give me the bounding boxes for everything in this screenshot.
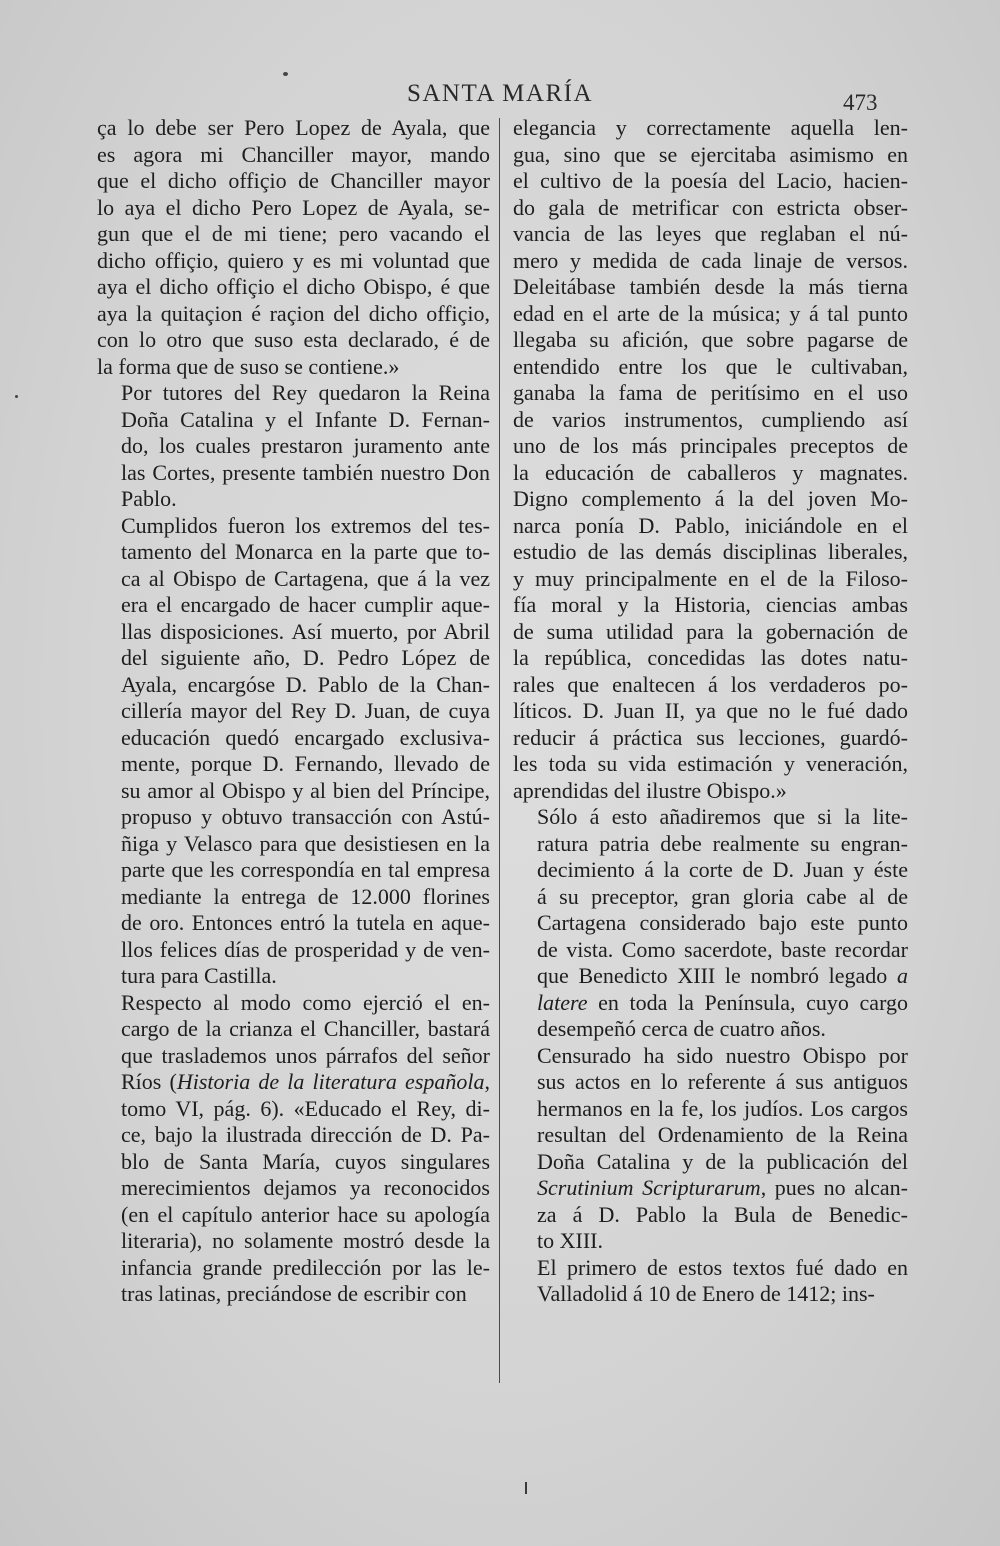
text-line: narca ponía D. Pablo, iniciándole en el [513, 512, 908, 538]
text-line: Digno complemento á la del joven Mo- [513, 486, 908, 511]
text-line: aya la quitaçion é raçion del dicho offiçio, [97, 300, 490, 326]
text-line: llas disposiciones. Así muerto, por Abril [121, 618, 490, 644]
paragraph [513, 804, 908, 1043]
text-line: es agora mi Chanciller mayor, mando [97, 141, 490, 167]
right-text-column [513, 115, 908, 1308]
paragraph [97, 513, 490, 990]
text-line: (en el capítulo anterior hace su apología [121, 1201, 490, 1227]
text-line: desempeñó cerca de cuatro años. [537, 1016, 826, 1041]
text-line: latere en toda la Península, cuyo cargo [537, 989, 908, 1015]
text-line: Deleitábase también desde la más tierna [513, 274, 908, 299]
text-line: tras latinas, preciándose de escribir con [121, 1281, 467, 1306]
text-line: decimiento á la corte de D. Juan y éste [537, 857, 908, 882]
print-mark [525, 1482, 527, 1494]
text-line: y muy principalmente en el de la Filoso- [513, 565, 908, 591]
text-line: las Cortes, presente también nuestro Don [121, 459, 490, 485]
text-line: de suma utilidad para la gobernación de [513, 618, 908, 644]
text-line: que traslademos unos párrafos del señor [121, 1042, 490, 1068]
text-line: Ríos (Historia de la literatura española, [121, 1069, 490, 1094]
text-line: propuso y obtuvo transacción con Astú- [121, 804, 490, 829]
text-line: ca al Obispo de Cartagena, que á la vez [121, 565, 490, 591]
text-line: que Benedicto XIII le nombró legado a [537, 963, 908, 988]
paragraph [97, 990, 490, 1308]
text-line: tamento del Monarca en la parte que to- [121, 539, 490, 564]
text-line: Sólo á esto añadiremos que si la lite- [537, 804, 908, 829]
text-line: dicho offiçio, quiero y es mi voluntad que [97, 247, 490, 273]
page-number: 473 [843, 90, 878, 115]
text-line: ganaba la fama de peritísimo en el uso [513, 380, 908, 405]
text-line: edad en el arte de la música; y á tal punto [513, 300, 908, 326]
text-line: Ayala, encargóse D. Pablo de la Chan- [121, 671, 490, 697]
text-line: mediante la entrega de 12.000 florines [121, 883, 490, 909]
text-line: Pablo. [121, 486, 177, 511]
text-line: ñiga y Velasco para que desistiesen en la [121, 830, 490, 856]
text-line: les toda su vida estimación y veneración, [513, 751, 908, 776]
text-line: do, los cuales prestaron juramento ante [121, 433, 490, 458]
text-line: El primero de estos textos fué dado en [537, 1254, 908, 1280]
text-line: mero y medida de cada linaje de versos. [513, 247, 908, 273]
text-line: la forma que de suso se contiene.» [97, 353, 400, 379]
text-line: uno de los más principales preceptos de [513, 433, 908, 458]
text-line: de oro. Entonces entró la tutela en aque- [121, 910, 490, 935]
text-line: Respecto al modo como ejerció el en- [121, 989, 490, 1015]
text-line: resultan del Ordenamiento de la Reina [537, 1122, 908, 1147]
text-line: Valladolid á 10 de Enero de 1412; ins- [537, 1281, 875, 1306]
text-line: rales que enaltecen á los verdaderos po- [513, 671, 908, 697]
text-line: Censurado ha sido nuestro Obispo por [537, 1042, 908, 1068]
text-line: entendido entre los que le cultivaban, [513, 353, 908, 379]
print-speck [283, 72, 288, 76]
text-line: lo aya el dicho Pero Lopez de Ayala, se- [97, 194, 490, 220]
text-line: mente, porque D. Fernando, llevado de [121, 751, 490, 776]
text-line: cargo de la crianza el Chanciller, bastará [121, 1016, 490, 1041]
text-line: ce, bajo la ilustrada dirección de D. Pa- [121, 1122, 490, 1147]
text-line: sus actos en lo referente á sus antiguos [537, 1069, 908, 1094]
text-line: aya el dicho offiçio el dicho Obispo, é que [97, 274, 490, 299]
text-line: con lo otro que suso esta declarado, é de [97, 327, 490, 352]
text-line: del siguiente año, D. Pedro López de [121, 645, 490, 670]
text-line: líticos. D. Juan II, ya que no le fué dado [513, 698, 908, 723]
text-line: era el encargado de hacer cumplir aque- [121, 592, 490, 617]
paragraph [513, 115, 908, 804]
text-line: to XIII. [537, 1228, 603, 1253]
text-line: elegancia y correctamente aquella len- [513, 115, 908, 140]
paragraph [513, 1255, 908, 1308]
text-line: su amor al Obispo y al bien del Príncipe, [121, 777, 490, 803]
text-line: á su preceptor, gran gloria cabe al de [537, 883, 908, 909]
text-line: fía moral y la Historia, ciencias ambas [513, 592, 908, 617]
text-line: gua, sino que se ejercitaba asimismo en [513, 141, 908, 167]
text-line: tura para Castilla. [121, 963, 277, 988]
text-line: el cultivo de la poesía del Lacio, hacien- [513, 168, 908, 193]
text-line: llegaba su afición, que sobre pagarse de [513, 327, 908, 352]
text-line: literaria), no solamente mostró desde la [121, 1228, 490, 1253]
text-line: za á D. Pablo la Bula de Benedic- [537, 1201, 908, 1227]
text-line: ratura patria debe realmente su engran- [537, 830, 908, 856]
text-line: cillería mayor del Rey D. Juan, de cuya [121, 698, 490, 723]
text-line: tomo VI, pág. 6). «Educado el Rey, di- [121, 1095, 490, 1121]
left-text-column [97, 115, 490, 1308]
running-title: SANTA MARÍA [406, 80, 594, 107]
text-line: estudio de las demás disciplinas liberales, [513, 539, 908, 564]
text-line: Por tutores del Rey quedaron la Reina [121, 380, 490, 405]
text-line: blo de Santa María, cuyos singulares [121, 1148, 490, 1174]
text-line: reducir á práctica sus lecciones, guardó- [513, 724, 908, 750]
text-line: Doña Catalina y el Infante D. Fernan- [121, 406, 490, 432]
text-line: infancia grande predilección por las le- [121, 1254, 490, 1280]
text-line: educación quedó encargado exclusiva- [121, 724, 490, 750]
text-line: aprendidas del ilustre Obispo.» [513, 777, 787, 803]
text-line: do gala de metrificar con estricta obser- [513, 194, 908, 220]
text-line: gun que el de mi tiene; pero vacando el [97, 221, 490, 246]
text-line: parte que les correspondía en tal empresa [121, 857, 490, 882]
text-line: Cartagena considerado bajo este punto [537, 910, 908, 935]
text-line: la república, concedidas las dotes natu- [513, 645, 908, 670]
paragraph [97, 380, 490, 513]
print-speck [15, 395, 18, 398]
text-line: de varios instrumentos, cumpliendo así [513, 406, 908, 432]
column-divider [499, 118, 500, 1383]
text-line: vancia de las leyes que reglaban el nú- [513, 221, 908, 246]
text-line: merecimientos dejamos ya reconocidos [121, 1175, 490, 1200]
text-line: ça lo debe ser Pero Lopez de Ayala, que [97, 115, 490, 140]
text-line: Doña Catalina y de la publicación del [537, 1148, 908, 1174]
text-line: la educación de caballeros y magnates. [513, 459, 908, 485]
text-line: llos felices días de prosperidad y de ven- [121, 936, 490, 962]
text-line: Cumplidos fueron los extremos del tes- [121, 512, 490, 538]
paragraph [97, 115, 490, 380]
paragraph [513, 1043, 908, 1255]
text-line: hermanos en la fe, los judíos. Los cargos [537, 1095, 908, 1121]
text-line: que el dicho offiçio de Chanciller mayor [97, 168, 490, 193]
text-line: de vista. Como sacerdote, baste recordar [537, 936, 908, 962]
text-line: Scrutinium Scripturarum, pues no alcan- [537, 1175, 908, 1200]
